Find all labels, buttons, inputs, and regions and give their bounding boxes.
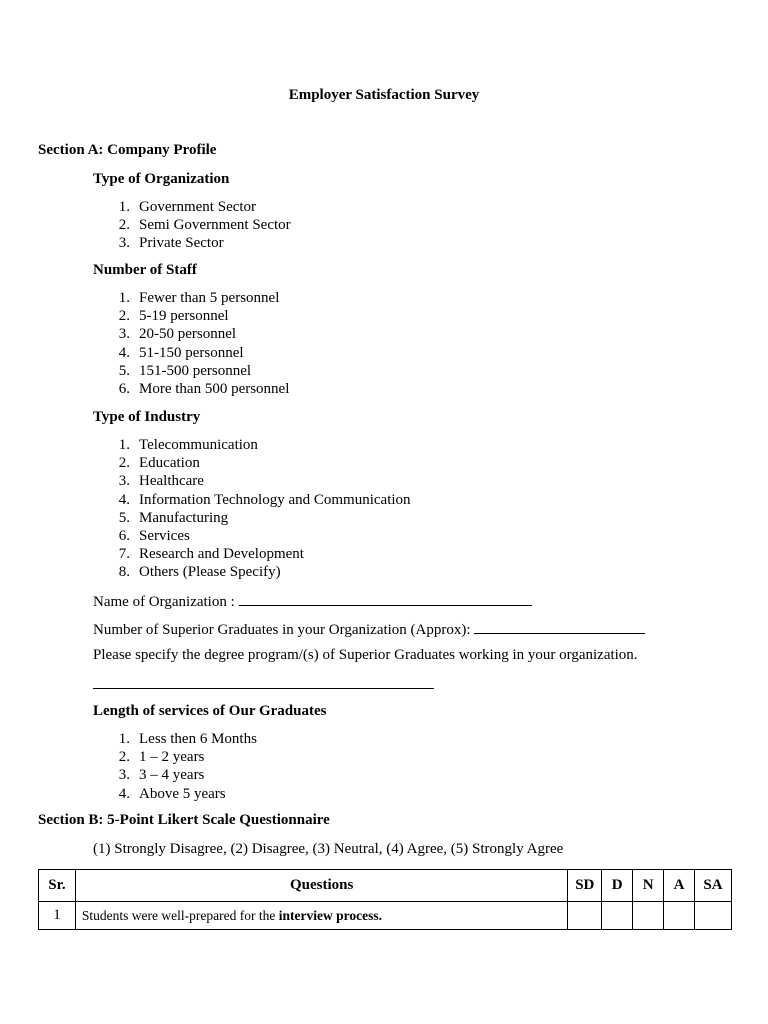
list-item: 2. 5-19 personnel (118, 308, 229, 325)
section-b-heading: Section B: 5-Point Likert Scale Questionnaire (38, 812, 330, 828)
answer-cell-a[interactable] (664, 902, 695, 930)
list-item: 2. Semi Government Sector (118, 217, 291, 234)
likert-scale-legend: (1) Strongly Disagree, (2) Disagree, (3) Neutral, (4) Agree, (5) Strongly Agree (93, 841, 564, 857)
header-a: A (664, 870, 695, 902)
org-type-heading: Type of Organization (93, 171, 230, 187)
list-item: 1. Fewer than 5 personnel (118, 290, 280, 306)
list-item: 3. Private Sector (118, 235, 224, 252)
answer-cell-sd[interactable] (568, 902, 602, 930)
list-item: 2. 1 – 2 years (118, 749, 205, 766)
answer-cell-sa[interactable] (695, 902, 732, 930)
list-item: 7. Research and Development (118, 546, 304, 563)
service-list (93, 730, 257, 803)
question-text: Students were well-prepared for the interview process. (75, 902, 567, 930)
answer-cell-d[interactable] (602, 902, 633, 930)
industry-list (93, 436, 411, 582)
staff-list (93, 289, 289, 398)
list-item: 4. Information Technology and Communication (118, 491, 411, 508)
org-type-list (93, 198, 291, 253)
org-name-field[interactable] (239, 591, 532, 606)
degree-program-field[interactable] (93, 688, 434, 689)
graduates-count-label: Number of Superior Graduates in your Organization (Approx): (93, 622, 471, 638)
graduates-count-field[interactable] (474, 619, 645, 634)
industry-heading: Type of Industry (93, 409, 201, 425)
header-n: N (633, 870, 664, 902)
list-item: 4. 51-150 personnel (118, 344, 244, 361)
list-item: 3. 3 – 4 years (118, 767, 205, 784)
header-sa: SA (695, 870, 732, 902)
list-item: 6. Services (118, 527, 190, 544)
header-questions: Questions (75, 870, 567, 902)
likert-table (38, 869, 732, 930)
list-item: 3. 20-50 personnel (118, 326, 237, 343)
service-heading: Length of services of Our Graduates (93, 703, 327, 719)
list-item: 5. Manufacturing (118, 509, 229, 526)
list-item: 8. Others (Please Specify) (118, 564, 281, 581)
table-header-row (39, 870, 732, 902)
list-item: 4. Above 5 years (118, 785, 226, 802)
answer-cell-n[interactable] (633, 902, 664, 930)
list-item: 1. Telecommunication (118, 437, 258, 453)
list-item: 6. More than 500 personnel (118, 380, 290, 397)
list-item: 3. Healthcare (118, 473, 204, 490)
page-title: Employer Satisfaction Survey (288, 87, 480, 103)
list-item: 2. Education (118, 455, 200, 472)
header-sd: SD (568, 870, 602, 902)
row-number: 1 (39, 902, 76, 930)
table-row (39, 902, 732, 930)
header-d: D (602, 870, 633, 902)
staff-heading: Number of Staff (93, 262, 197, 278)
section-a-heading: Section A: Company Profile (38, 142, 217, 158)
list-item: 1. Government Sector (118, 199, 257, 215)
list-item: 1. Less then 6 Months (118, 731, 257, 747)
graduates-count-row (93, 619, 645, 639)
header-sr: Sr. (39, 870, 76, 902)
org-name-label: Name of Organization : (93, 594, 235, 610)
degree-program-prompt: Please specify the degree program/(s) of Superior Graduates working in your organization. (93, 647, 638, 663)
org-name-row (93, 591, 532, 611)
list-item: 5. 151-500 personnel (118, 362, 252, 379)
